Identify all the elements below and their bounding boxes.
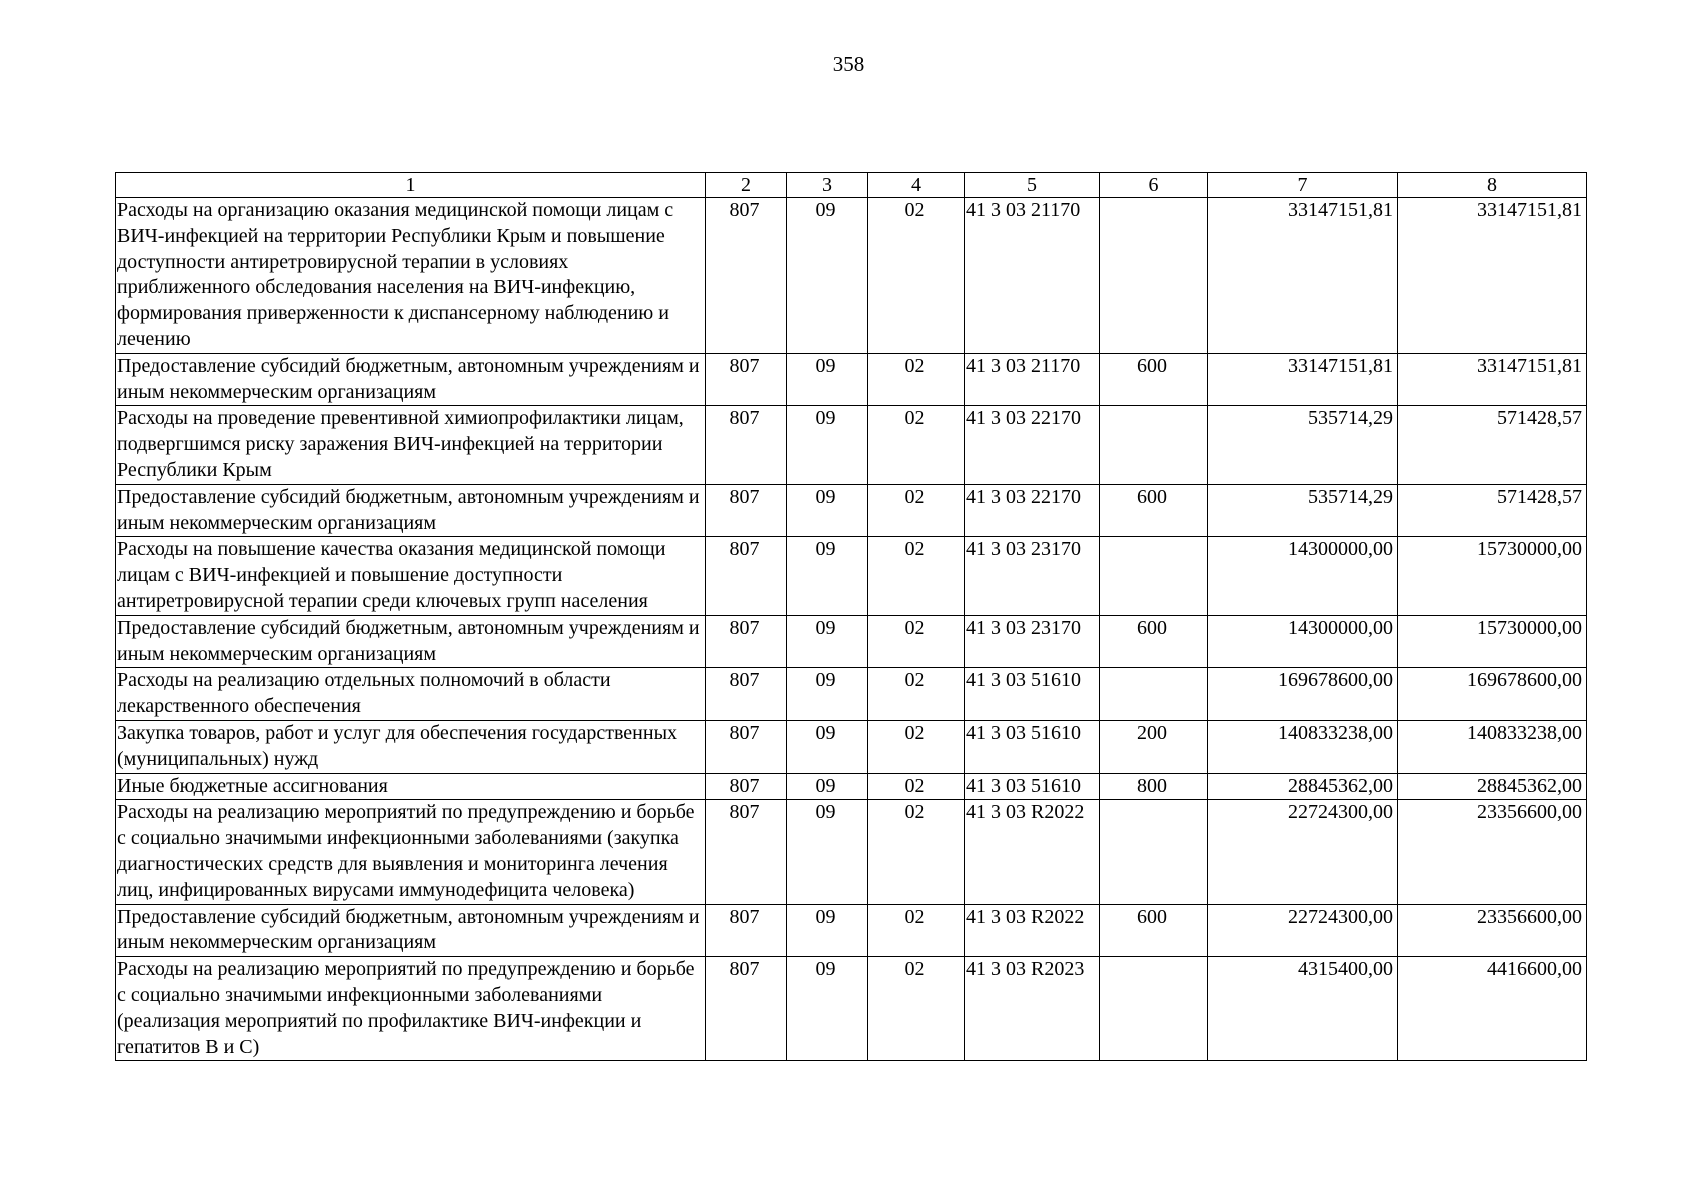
amount-col7: 4315400,00 — [1208, 957, 1398, 1061]
table-row — [116, 406, 1587, 484]
expense-type-code — [1100, 957, 1208, 1061]
target-article-code: 41 3 03 23170 — [965, 537, 1100, 615]
subsection-code: 02 — [868, 720, 965, 773]
table-row — [116, 615, 1587, 668]
subsection-code: 02 — [868, 904, 965, 957]
amount-col8: 28845362,00 — [1398, 773, 1587, 800]
amount-col8: 4416600,00 — [1398, 957, 1587, 1061]
expense-type-code: 200 — [1100, 720, 1208, 773]
expense-type-code: 800 — [1100, 773, 1208, 800]
amount-col7: 22724300,00 — [1208, 904, 1398, 957]
subsection-code: 02 — [868, 406, 965, 484]
expense-description: Предоставление субсидий бюджетным, автономным учреждениям и иным некоммерческим организациям — [116, 484, 706, 537]
page-number: 358 — [832, 52, 865, 76]
expense-description: Расходы на организацию оказания медицинской помощи лицам с ВИЧ-инфекцией на территории Республики Крым и повышение доступности антиретровирусной терапии в условиях приближенного обследования населения на ВИЧ-инфекцию, формирования приверженности к диспансерному наблюдению и лечению — [116, 198, 706, 354]
subsection-code: 02 — [868, 773, 965, 800]
table-row — [116, 904, 1587, 957]
amount-col7: 33147151,81 — [1208, 353, 1398, 406]
target-article-code: 41 3 03 R2022 — [965, 800, 1100, 904]
expense-type-code — [1100, 406, 1208, 484]
column-header: 1 — [116, 173, 706, 198]
expense-type-code — [1100, 198, 1208, 354]
ministry-code: 807 — [706, 904, 787, 957]
column-header: 2 — [706, 173, 787, 198]
amount-col7: 14300000,00 — [1208, 615, 1398, 668]
section-code: 09 — [787, 537, 868, 615]
section-code: 09 — [787, 353, 868, 406]
amount-col8: 15730000,00 — [1398, 537, 1587, 615]
table-row — [116, 484, 1587, 537]
expense-type-code: 600 — [1100, 904, 1208, 957]
section-code: 09 — [787, 800, 868, 904]
expense-type-code — [1100, 668, 1208, 721]
expense-type-code: 600 — [1100, 484, 1208, 537]
ministry-code: 807 — [706, 615, 787, 668]
amount-col8: 15730000,00 — [1398, 615, 1587, 668]
target-article-code: 41 3 03 51610 — [965, 668, 1100, 721]
amount-col8: 571428,57 — [1398, 484, 1587, 537]
column-header: 5 — [965, 173, 1100, 198]
section-code: 09 — [787, 773, 868, 800]
table-row — [116, 800, 1587, 904]
amount-col7: 169678600,00 — [1208, 668, 1398, 721]
ministry-code: 807 — [706, 484, 787, 537]
expense-description: Предоставление субсидий бюджетным, автономным учреждениям и иным некоммерческим организациям — [116, 353, 706, 406]
target-article-code: 41 3 03 22170 — [965, 406, 1100, 484]
column-header: 4 — [868, 173, 965, 198]
table-row — [116, 957, 1587, 1061]
table-row — [116, 353, 1587, 406]
ministry-code: 807 — [706, 353, 787, 406]
column-header: 7 — [1208, 173, 1398, 198]
subsection-code: 02 — [868, 800, 965, 904]
table-row — [116, 537, 1587, 615]
target-article-code: 41 3 03 21170 — [965, 353, 1100, 406]
amount-col7: 140833238,00 — [1208, 720, 1398, 773]
amount-col8: 23356600,00 — [1398, 800, 1587, 904]
section-code: 09 — [787, 406, 868, 484]
expense-description: Предоставление субсидий бюджетным, автономным учреждениям и иным некоммерческим организациям — [116, 615, 706, 668]
amount-col8: 33147151,81 — [1398, 198, 1587, 354]
expense-type-code — [1100, 800, 1208, 904]
table-row — [116, 668, 1587, 721]
table-row — [116, 198, 1587, 354]
expense-description: Иные бюджетные ассигнования — [116, 773, 706, 800]
ministry-code: 807 — [706, 537, 787, 615]
expense-description: Расходы на проведение превентивной химиопрофилактики лицам, подвергшимся риску заражения ВИЧ-инфекцией на территории Республики Крым — [116, 406, 706, 484]
subsection-code: 02 — [868, 615, 965, 668]
target-article-code: 41 3 03 51610 — [965, 773, 1100, 800]
amount-col7: 33147151,81 — [1208, 198, 1398, 354]
ministry-code: 807 — [706, 668, 787, 721]
table-row — [116, 773, 1587, 800]
column-header: 3 — [787, 173, 868, 198]
ministry-code: 807 — [706, 957, 787, 1061]
ministry-code: 807 — [706, 720, 787, 773]
ministry-code: 807 — [706, 198, 787, 354]
target-article-code: 41 3 03 22170 — [965, 484, 1100, 537]
ministry-code: 807 — [706, 773, 787, 800]
column-header: 8 — [1398, 173, 1587, 198]
target-article-code: 41 3 03 51610 — [965, 720, 1100, 773]
amount-col8: 140833238,00 — [1398, 720, 1587, 773]
section-code: 09 — [787, 668, 868, 721]
expense-description: Расходы на повышение качества оказания медицинской помощи лицам с ВИЧ-инфекцией и повышение доступности антиретровирусной терапии среди ключевых групп населения — [116, 537, 706, 615]
table-header-row — [116, 173, 1587, 198]
subsection-code: 02 — [868, 484, 965, 537]
target-article-code: 41 3 03 21170 — [965, 198, 1100, 354]
amount-col8: 571428,57 — [1398, 406, 1587, 484]
amount-col7: 14300000,00 — [1208, 537, 1398, 615]
subsection-code: 02 — [868, 957, 965, 1061]
subsection-code: 02 — [868, 198, 965, 354]
section-code: 09 — [787, 957, 868, 1061]
expense-description: Закупка товаров, работ и услуг для обеспечения государственных (муниципальных) нужд — [116, 720, 706, 773]
subsection-code: 02 — [868, 668, 965, 721]
subsection-code: 02 — [868, 353, 965, 406]
section-code: 09 — [787, 484, 868, 537]
amount-col7: 535714,29 — [1208, 406, 1398, 484]
amount-col8: 23356600,00 — [1398, 904, 1587, 957]
expense-type-code — [1100, 537, 1208, 615]
table-row — [116, 720, 1587, 773]
column-header: 6 — [1100, 173, 1208, 198]
expense-description: Расходы на реализацию отдельных полномочий в области лекарственного обеспечения — [116, 668, 706, 721]
expense-description: Расходы на реализацию мероприятий по предупреждению и борьбе с социально значимыми инфекционными заболеваниями (закупка диагностических средств для выявления и мониторинга лечения лиц, инфицированных вирусами иммунодефицита человека) — [116, 800, 706, 904]
section-code: 09 — [787, 198, 868, 354]
amount-col7: 22724300,00 — [1208, 800, 1398, 904]
ministry-code: 807 — [706, 406, 787, 484]
expense-description: Предоставление субсидий бюджетным, автономным учреждениям и иным некоммерческим организациям — [116, 904, 706, 957]
amount-col7: 535714,29 — [1208, 484, 1398, 537]
expense-type-code: 600 — [1100, 353, 1208, 406]
target-article-code: 41 3 03 R2023 — [965, 957, 1100, 1061]
amount-col8: 33147151,81 — [1398, 353, 1587, 406]
section-code: 09 — [787, 720, 868, 773]
ministry-code: 807 — [706, 800, 787, 904]
amount-col8: 169678600,00 — [1398, 668, 1587, 721]
budget-table — [115, 172, 1587, 1061]
section-code: 09 — [787, 615, 868, 668]
expense-type-code: 600 — [1100, 615, 1208, 668]
subsection-code: 02 — [868, 537, 965, 615]
target-article-code: 41 3 03 23170 — [965, 615, 1100, 668]
target-article-code: 41 3 03 R2022 — [965, 904, 1100, 957]
amount-col7: 28845362,00 — [1208, 773, 1398, 800]
expense-description: Расходы на реализацию мероприятий по предупреждению и борьбе с социально значимыми инфекционными заболеваниями (реализация мероприятий по профилактике ВИЧ-инфекции и гепатитов В и С) — [116, 957, 706, 1061]
section-code: 09 — [787, 904, 868, 957]
